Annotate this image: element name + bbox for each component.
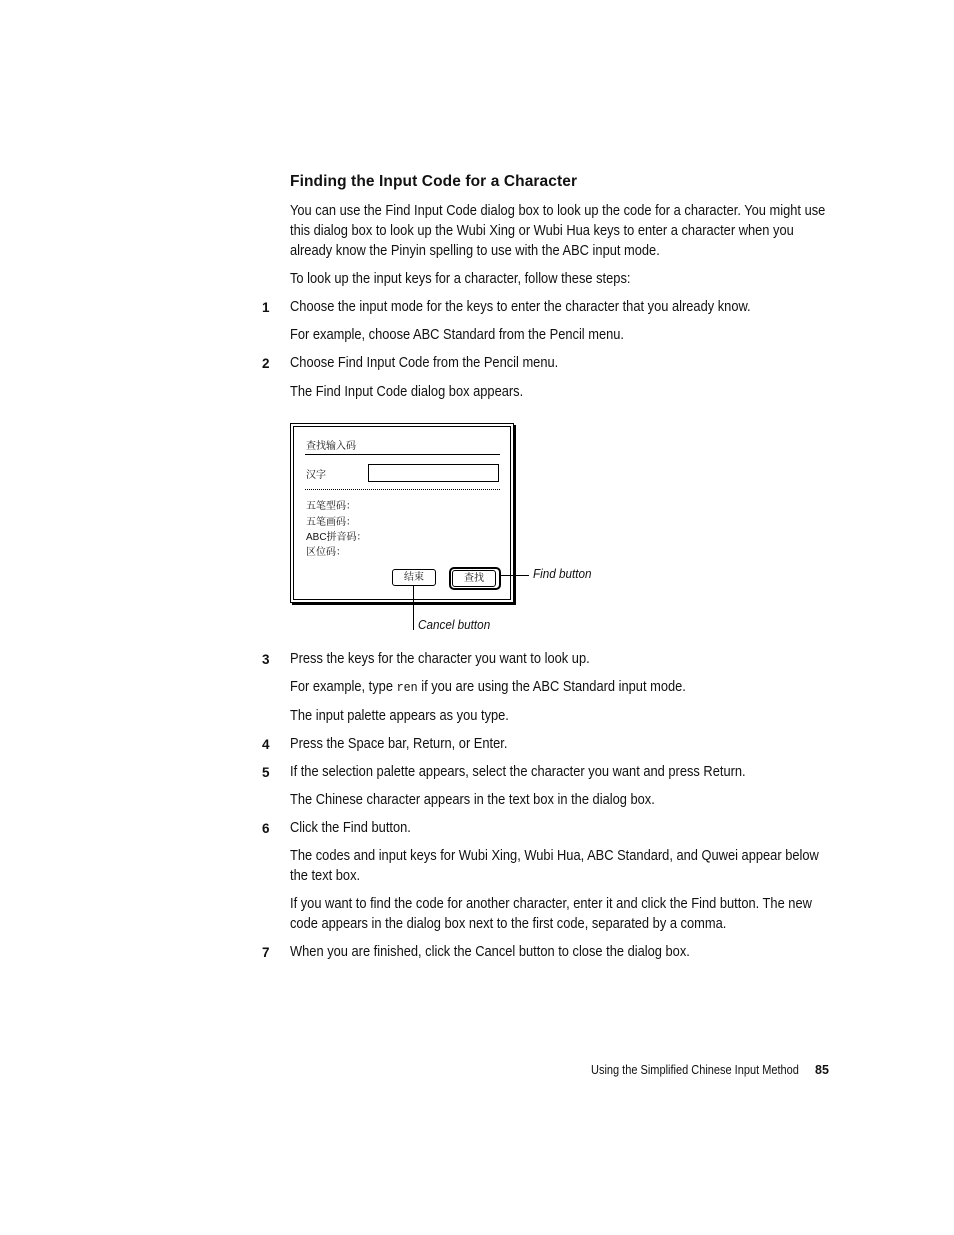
running-footer: Using the Simplified Chinese Input Method <box>591 1063 799 1077</box>
find-callout-line <box>499 575 529 576</box>
step-number: 1 <box>262 300 270 315</box>
step-text: When you are finished, click the Cancel button to close the dialog box. <box>290 944 690 960</box>
dialog-title: 查找输入码 <box>306 441 356 452</box>
step-note: If you want to find the code for another character, enter it and click the Find button. The new code appears in the dialog box next to the first code, separated by a comma. <box>290 896 812 932</box>
step-number: 3 <box>262 652 270 667</box>
code-label-wubi-hua: 五笔画码： <box>306 517 356 528</box>
step-text: Press the Space bar, Return, or Enter. <box>290 736 508 752</box>
cancel-button[interactable]: 结束 <box>392 569 436 586</box>
page-number: 85 <box>815 1063 829 1077</box>
step-text: If the selection palette appears, select the character you want and press Return. <box>290 764 746 780</box>
step-text: Click the Find button. <box>290 820 411 836</box>
intro-paragraph: You can use the Find Input Code dialog box to look up the code for a character. You might use this dialog box to look up the Wubi Xing or Wubi Hua keys to enter a character when you already know the Pinyin spelling to use with the ABC input mode. <box>290 203 826 259</box>
dotted-divider <box>305 489 500 490</box>
character-label: 汉字 <box>306 470 326 481</box>
note-text: For example, type <box>290 679 397 695</box>
cancel-button-callout: Cancel button <box>418 617 491 632</box>
cancel-callout-line <box>413 586 414 630</box>
step-text: Choose the input mode for the keys to enter the character that you already know. <box>290 299 751 315</box>
step-number: 5 <box>262 765 270 780</box>
step-number: 2 <box>262 356 270 371</box>
code-sample: ren <box>396 680 418 695</box>
find-button[interactable]: 查找 <box>452 570 496 587</box>
code-label-abc: ABC拼音码： <box>306 532 367 543</box>
step-number: 4 <box>262 737 270 752</box>
step-note <box>290 677 835 698</box>
step-text: Press the keys for the character you want to look up. <box>290 651 590 667</box>
step-note: For example, choose ABC Standard from the Pencil menu. <box>290 327 625 343</box>
lead-paragraph: To look up the input keys for a character, follow these steps: <box>290 271 631 287</box>
step-note: The input palette appears as you type. <box>290 708 509 724</box>
step-number: 6 <box>262 821 270 836</box>
note-text: if you are using the ABC Standard input mode. <box>417 679 686 695</box>
character-input[interactable] <box>368 464 499 482</box>
step-note: The Chinese character appears in the text box in the dialog box. <box>290 792 655 808</box>
find-button-callout: Find button <box>533 566 592 581</box>
step-note: The codes and input keys for Wubi Xing, Wubi Hua, ABC Standard, and Quwei appear below the text box. <box>290 848 819 884</box>
code-label-quwei: 区位码： <box>306 547 346 558</box>
dialog-title-divider <box>305 454 500 455</box>
step-number: 7 <box>262 945 270 960</box>
section-heading: Finding the Input Code for a Character <box>290 173 578 190</box>
code-label-wubi-xing: 五笔型码： <box>306 501 356 512</box>
step-text: Choose Find Input Code from the Pencil menu. <box>290 355 559 371</box>
step-note: The Find Input Code dialog box appears. <box>290 384 524 400</box>
